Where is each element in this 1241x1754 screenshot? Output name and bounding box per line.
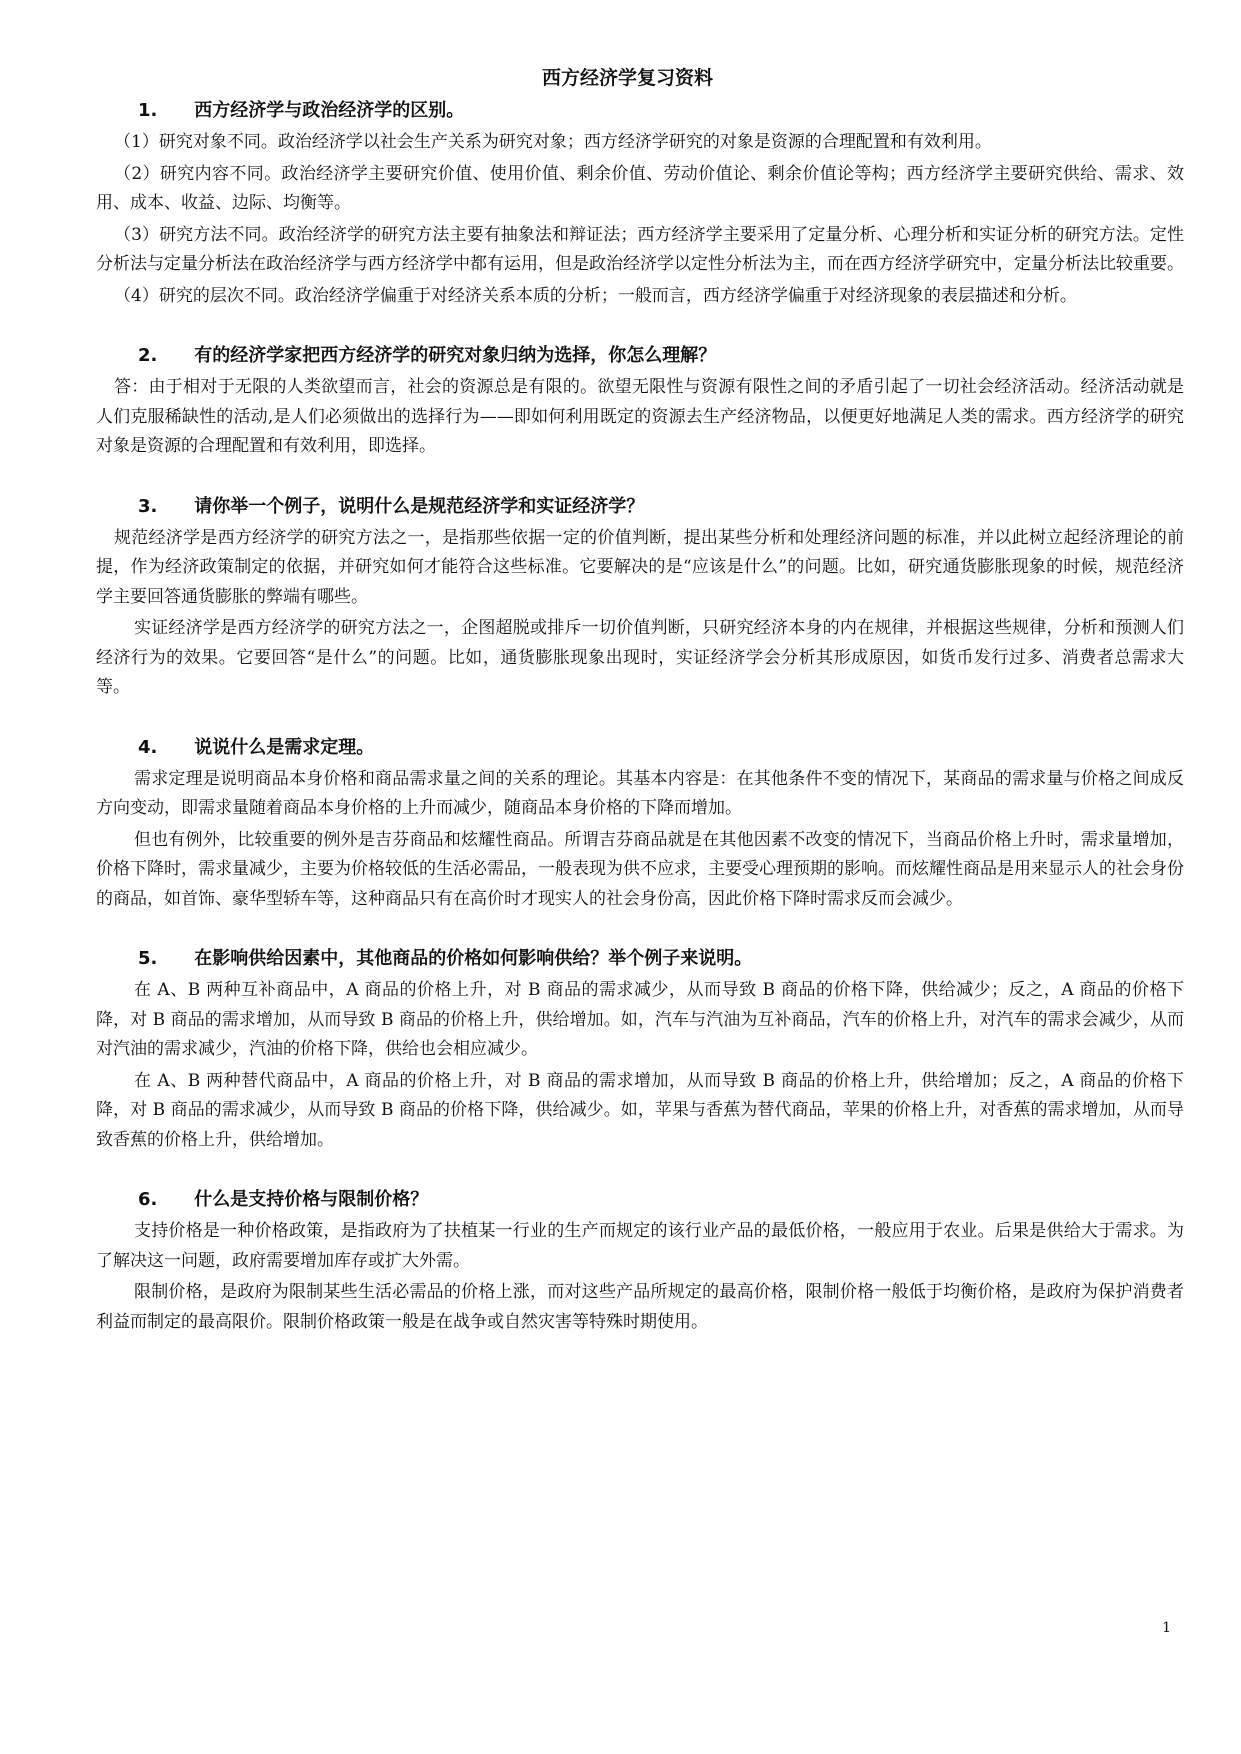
question-number: 3. [138, 495, 158, 517]
section-1 [96, 96, 1184, 311]
question-heading [96, 944, 1184, 974]
question-text: 说说什么是需求定理。 [194, 736, 375, 758]
document-body [96, 96, 1184, 1367]
paragraph: （4）研究的层次不同。政治经济学偏重于对经济关系本质的分析；一般而言，西方经济学偏重于对经济现象的表层描述和分析。 [114, 285, 1077, 306]
question-number: 5. [138, 948, 158, 969]
paragraph: 规范经济学是西方经济学的研究方法之一，是指那些依据一定的价值判断，提出某些分析和处理经济问题的标准，并以此树立起经济理论的前提，作为经济政策制定的依据，并研究如何才能符合这些标准。它要解决的是“应该是什么”的问题。比如，研究通货膨胀现象的时候，规范经济学主要回答通货膨胀的弊端有哪些。 [96, 527, 1184, 607]
question-text: 在影响供给因素中，其他商品的价格如何影响供给？举个例子来说明。 [194, 948, 753, 969]
section-3 [96, 492, 1184, 703]
question-heading [96, 492, 1184, 522]
section-4 [96, 733, 1184, 915]
question-heading [96, 733, 1184, 763]
paragraph: （2）研究内容不同。政治经济学主要研究价值、使用价值、剩余价值、劳动价值论、剩余价值论等构；西方经济学主要研究供给、需求、效用、成本、收益、边际、均衡等。 [96, 163, 1184, 213]
paragraph: 支持价格是一种价格政策，是指政府为了扶植某一行业的生产而规定的该行业产品的最低价格，一般应用于农业。后果是供给大于需求。为了解决这一问题，政府需要增加库存或扩大外需。 [96, 1221, 1184, 1271]
question-number: 4. [138, 736, 158, 758]
question-number: 6. [138, 1189, 158, 1210]
question-number: 2. [138, 345, 158, 366]
answer-paragraph: 答：由于相对于无限的人类欲望而言，社会的资源总是有限的。欲望无限性与资源有限性之间的矛盾引起了一切社会经济活动。经济活动就是人们克服稀缺性的活动,是人们必须做出的选择行为——即如何利用既定的资源去生产经济物品，以便更好地满足人类的需求。西方经济学的研究对象是资源的合理配置和有效利用，即选择。 [96, 377, 1184, 456]
question-heading [96, 96, 1184, 126]
paragraph: 需求定理是说明商品本身价格和商品需求量之间的关系的理论。其基本内容是：在其他条件不变的情况下，某商品的需求量与价格之间成反方向变动，即需求量随着商品本身价格的上升而减少，随商品本身价格的下降而增加。 [96, 768, 1184, 818]
question-text: 西方经济学与政治经济学的区别。 [194, 100, 465, 121]
paragraph: 在 A、B 两种互补商品中，A 商品的价格上升，对 B 商品的需求减少，从而导致 B 商品的价格下降，供给减少；反之，A 商品的价格下降，对 B 商品的需求增加，从而导致 B 商品的价格上升，供给增加。如，汽车与汽油为互补商品，汽车的价格上升，对汽车的需求会减少，从而对汽油的需求减少，汽油的价格下降，供给也会相应减少。 [96, 980, 1184, 1059]
question-text: 什么是支持价格与限制价格？ [194, 1189, 429, 1210]
section-2 [96, 341, 1184, 462]
paragraph: 在 A、B 两种替代商品中，A 商品的价格上升，对 B 商品的需求增加，从而导致 B 商品的价格上升，供给增加；反之，A 商品的价格下降，对 B 商品的需求减少，从而导致 B 商品的价格下降，供给减少。如，苹果与香蕉为替代商品，苹果的价格上升，对香蕉的需求增加，从而导致香蕉的价格上升，供给增加。 [96, 1070, 1184, 1150]
question-number: 1. [138, 100, 158, 121]
section-6 [96, 1185, 1184, 1337]
paragraph: 实证经济学是西方经济学的研究方法之一，企图超脱或排斥一切价值判断，只研究经济本身的内在规律，并根据这些规律，分析和预测人们经济行为的效果。它要回答“是什么”的问题。比如，通货膨胀现象出现时，实证经济学会分析其形成原因，如货币发行过多、消费者总需求大等。 [96, 618, 1184, 697]
paragraph: （1）研究对象不同。政治经济学以社会生产关系为研究对象；西方经济学研究的对象是资源的合理配置和有效利用。 [114, 132, 992, 152]
question-heading [96, 341, 1184, 371]
question-text: 有的经济学家把西方经济学的研究对象归纳为选择，你怎么理解？ [194, 345, 717, 366]
page-number: 1 [1162, 1620, 1171, 1636]
question-heading [96, 1185, 1184, 1215]
section-5 [96, 944, 1184, 1155]
paragraph: （3）研究方法不同。政治经济学的研究方法主要有抽象法和辩证法；西方经济学主要采用了定量分析、心理分析和实证分析的研究方法。定性分析法与定量分析法在政治经济学与西方经济学中都有运用，但是政治经济学以定性分析法为主，而在西方经济学研究中，定量分析法比较重要。 [96, 224, 1184, 274]
question-text: 请你举一个例子，说明什么是规范经济学和实证经济学？ [194, 495, 645, 517]
document-title: 西方经济学复习资料 [541, 67, 713, 89]
paragraph: 限制价格，是政府为限制某些生活必需品的价格上涨，而对这些产品所规定的最高价格，限制价格一般低于均衡价格，是政府为保护消费者利益而制定的最高限价。限制价格政策一般是在战争或自然灾害等特殊时期使用。 [96, 1282, 1184, 1332]
paragraph: 但也有例外，比较重要的例外是吉芬商品和炫耀性商品。所谓吉芬商品就是在其他因素不改变的情况下，当商品价格上升时，需求量增加，价格下降时，需求量减少，主要为价格较低的生活必需品，一般表现为供不应求，主要受心理预期的影响。而炫耀性商品是用来显示人的社会身份的商品，如首饰、豪华型轿车等，这种商品只有在高价时才现实人的社会身份高，因此价格下降时需求反而会减少。 [96, 829, 1184, 909]
